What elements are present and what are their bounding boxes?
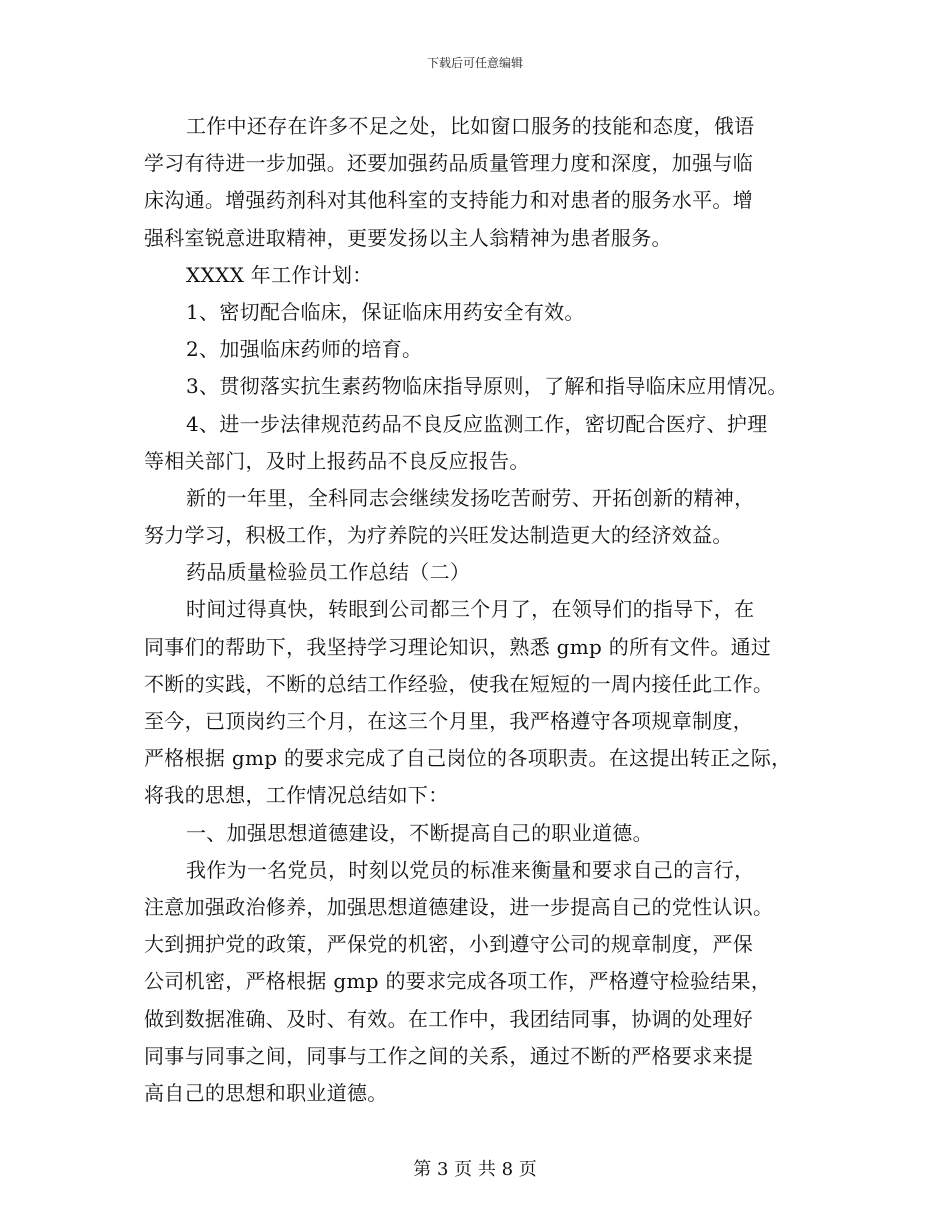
paragraph-line: 强科室锐意进取精神，更要发扬以主人翁精神为患者服务。 [144, 225, 672, 250]
plan-item: 2、加强临床药师的培育。 [186, 337, 423, 362]
paragraph-line: 高自己的思想和职业道德。 [144, 1080, 388, 1105]
paragraph-line: 注意加强政治修养，加强思想道德建设，进一步提高自己的党性认识。 [144, 894, 774, 919]
subsection-heading: 一、加强思想道德建设，不断提高自己的职业道德。 [186, 820, 653, 845]
paragraph-line: 严格根据 gmp 的要求完成了自己岗位的各项职责。在这提出转正之际， [144, 746, 792, 771]
paragraph-line: 将我的思想，工作情况总结如下： [144, 783, 449, 808]
plan-item: 4、进一步法律规范药品不良反应监测工作，密切配合医疗、护理 [186, 411, 768, 436]
paragraph-line: 不断的实践，不断的总结工作经验，使我在短短的一周内接任此工作。 [144, 671, 774, 696]
paragraph-line: 床沟通。增强药剂科对其他科室的支持能力和对患者的服务水平。增 [144, 188, 753, 213]
paragraph-line: 工作中还存在许多不足之处，比如窗口服务的技能和态度，俄语 [186, 114, 755, 138]
paragraph-line: 时间过得真快，转眼到公司都三个月了，在领导们的指导下，在 [186, 597, 755, 622]
paragraph-line: 公司机密，严格根据 gmp 的要求完成各项工作，严格遵守检验结果， [144, 969, 772, 994]
paragraph-line: 大到拥护党的政策，严保党的机密，小到遵守公司的规章制度，严保 [144, 932, 753, 957]
document-body [144, 108, 814, 1112]
paragraph-line: 学习有待进一步加强。还要加强药品质量管理力度和深度，加强与临 [144, 151, 753, 176]
paragraph-line: 同事们的帮助下，我坚持学习理论知识，熟悉 gmp 的所有文件。通过 [144, 634, 772, 659]
section-title: 药品质量检验员工作总结（二） [186, 560, 471, 585]
section-heading: XXXX 年工作计划： [186, 262, 373, 287]
paragraph-line: 做到数据准确、及时、有效。在工作中，我团结同事，协调的处理好 [144, 1006, 753, 1031]
paragraph-line: 新的一年里，全科同志会继续发扬吃苦耐劳、开拓创新的精神， [186, 485, 755, 510]
paragraph-line: 努力学习，积极工作，为疗养院的兴旺发达制造更大的经济效益。 [144, 523, 733, 548]
plan-item: 1、密切配合临床，保证临床用药安全有效。 [186, 299, 585, 324]
plan-item-continuation: 等相关部门，及时上报药品不良反应报告。 [144, 448, 530, 473]
page-header: 下载后可任意编辑 [426, 56, 523, 70]
plan-item: 3、贯彻落实抗生素药物临床指导原则，了解和指导临床应用情况。 [186, 374, 788, 399]
paragraph-line: 我作为一名党员，时刻以党员的标准来衡量和要求自己的言行， [186, 857, 755, 882]
page-number: 第 3 页 共 8 页 [413, 1159, 537, 1180]
paragraph-line: 同事与同事之间，同事与工作之间的关系，通过不断的严格要求来提 [144, 1043, 753, 1068]
paragraph-line: 至今，已顶岗约三个月，在这三个月里，我严格遵守各项规章制度， [144, 709, 753, 733]
